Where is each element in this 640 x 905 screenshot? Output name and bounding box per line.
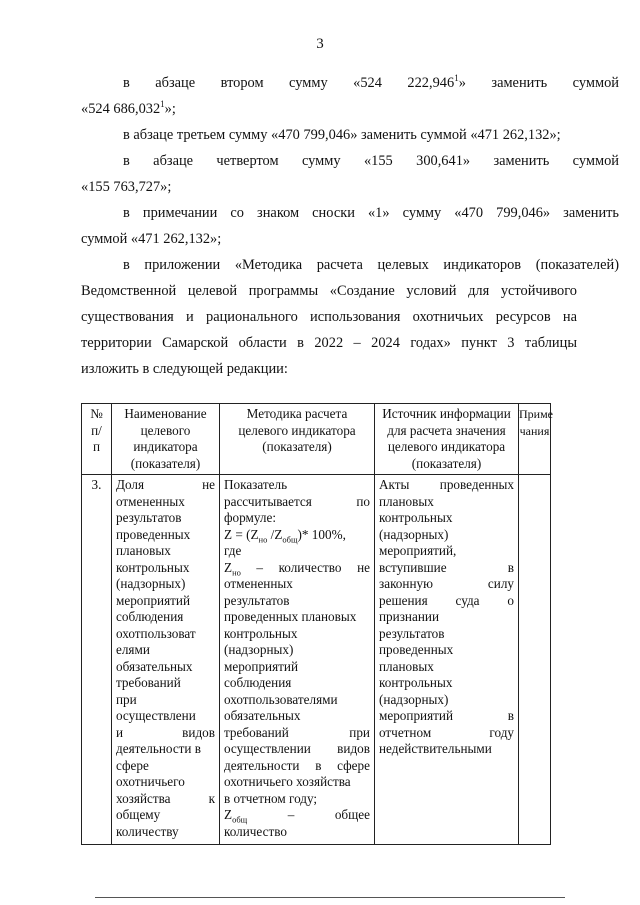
zob-definition: $Z_{общ}$ – общее [224, 807, 370, 825]
formula: $Z = (Z_{но}$ $/Z_{общ})*$ 100%, [224, 526, 346, 545]
paragraph-line-7: суммой «471 262,132»; [81, 231, 222, 247]
row-name: Доля не отмененных результатов проведенных плановых контрольных (надзорных) мероприятий соблюдения охотпользоват елями обязательных требований при осуществлени и видов деятельности в сфере охотничьего хозяйства к общему количеству [112, 475, 220, 845]
header-note: Приме чания [519, 404, 551, 475]
table-row [82, 475, 551, 845]
paragraph-line-6: в примечании со знаком сноски «1» сумму «470 799,046» заменить [123, 205, 619, 221]
row-source: Акты проведенных плановых контрольных (надзорных) мероприятий, вступившие в законную силу решения суда о признании результатов проведенных плановых контрольных (надзорных) мероприятий в отчетном году недействительными [375, 475, 519, 845]
paragraph-line-10: существования и рационального использования охотничьих ресурсов на [81, 309, 577, 325]
paragraph-line-11: территории Самарской области в 2022 – 2024 годах» пункт 3 таблицы [81, 335, 577, 351]
paragraph-line-1: в абзаце втором сумму «524 222,946$^1$» заменить суммой [123, 73, 619, 91]
page-number: 3 [316, 36, 324, 52]
paragraph-line-2: «524 686,032$^1$»; [81, 99, 176, 117]
paragraph-line-9: Ведомственной целевой программы «Создание условий для устойчивого [81, 283, 577, 299]
row-method: Показатель рассчитывается по формуле: $Z = (Z_{но}$ $/Z_{общ})*$ 100%, где $Z_{но}$ – количество не отмененных результатов проведенных плановых контрольных (надзорных) мероприятий соблюдения охотпользователями обязательных требований при осуществлении видов деятельности в сфере охотничьего хозяйства в отчетном году; $Z_{общ}$ – общее количество [220, 475, 375, 845]
paragraph-line-3: в абзаце третьем сумму «470 799,046» заменить суммой «471 262,132»; [123, 127, 561, 143]
row-note [519, 475, 551, 845]
zno-definition: $Z_{но}$ – количество не [224, 559, 370, 578]
header-method: Методика расчета целевого индикатора (показателя) [220, 404, 375, 475]
paragraph-line-4: в абзаце четвертом сумму «155 300,641» заменить суммой [123, 153, 619, 169]
paragraph-line-12: изложить в следующей редакции: [81, 361, 288, 377]
header-num: № п/ п [82, 404, 112, 475]
header-source: Источник информации для расчета значения целевого индикатора (показателя) [375, 404, 519, 475]
page-bottom-rule [95, 897, 565, 898]
paragraph-line-8: в приложении «Методика расчета целевых индикаторов (показателей) [123, 257, 619, 273]
paragraph-line-5: «155 763,727»; [81, 179, 172, 195]
header-name: Наименование целевого индикатора (показателя) [112, 404, 220, 475]
indicator-table [81, 403, 554, 845]
table-header-row [82, 404, 551, 475]
row-num: 3. [82, 475, 112, 845]
